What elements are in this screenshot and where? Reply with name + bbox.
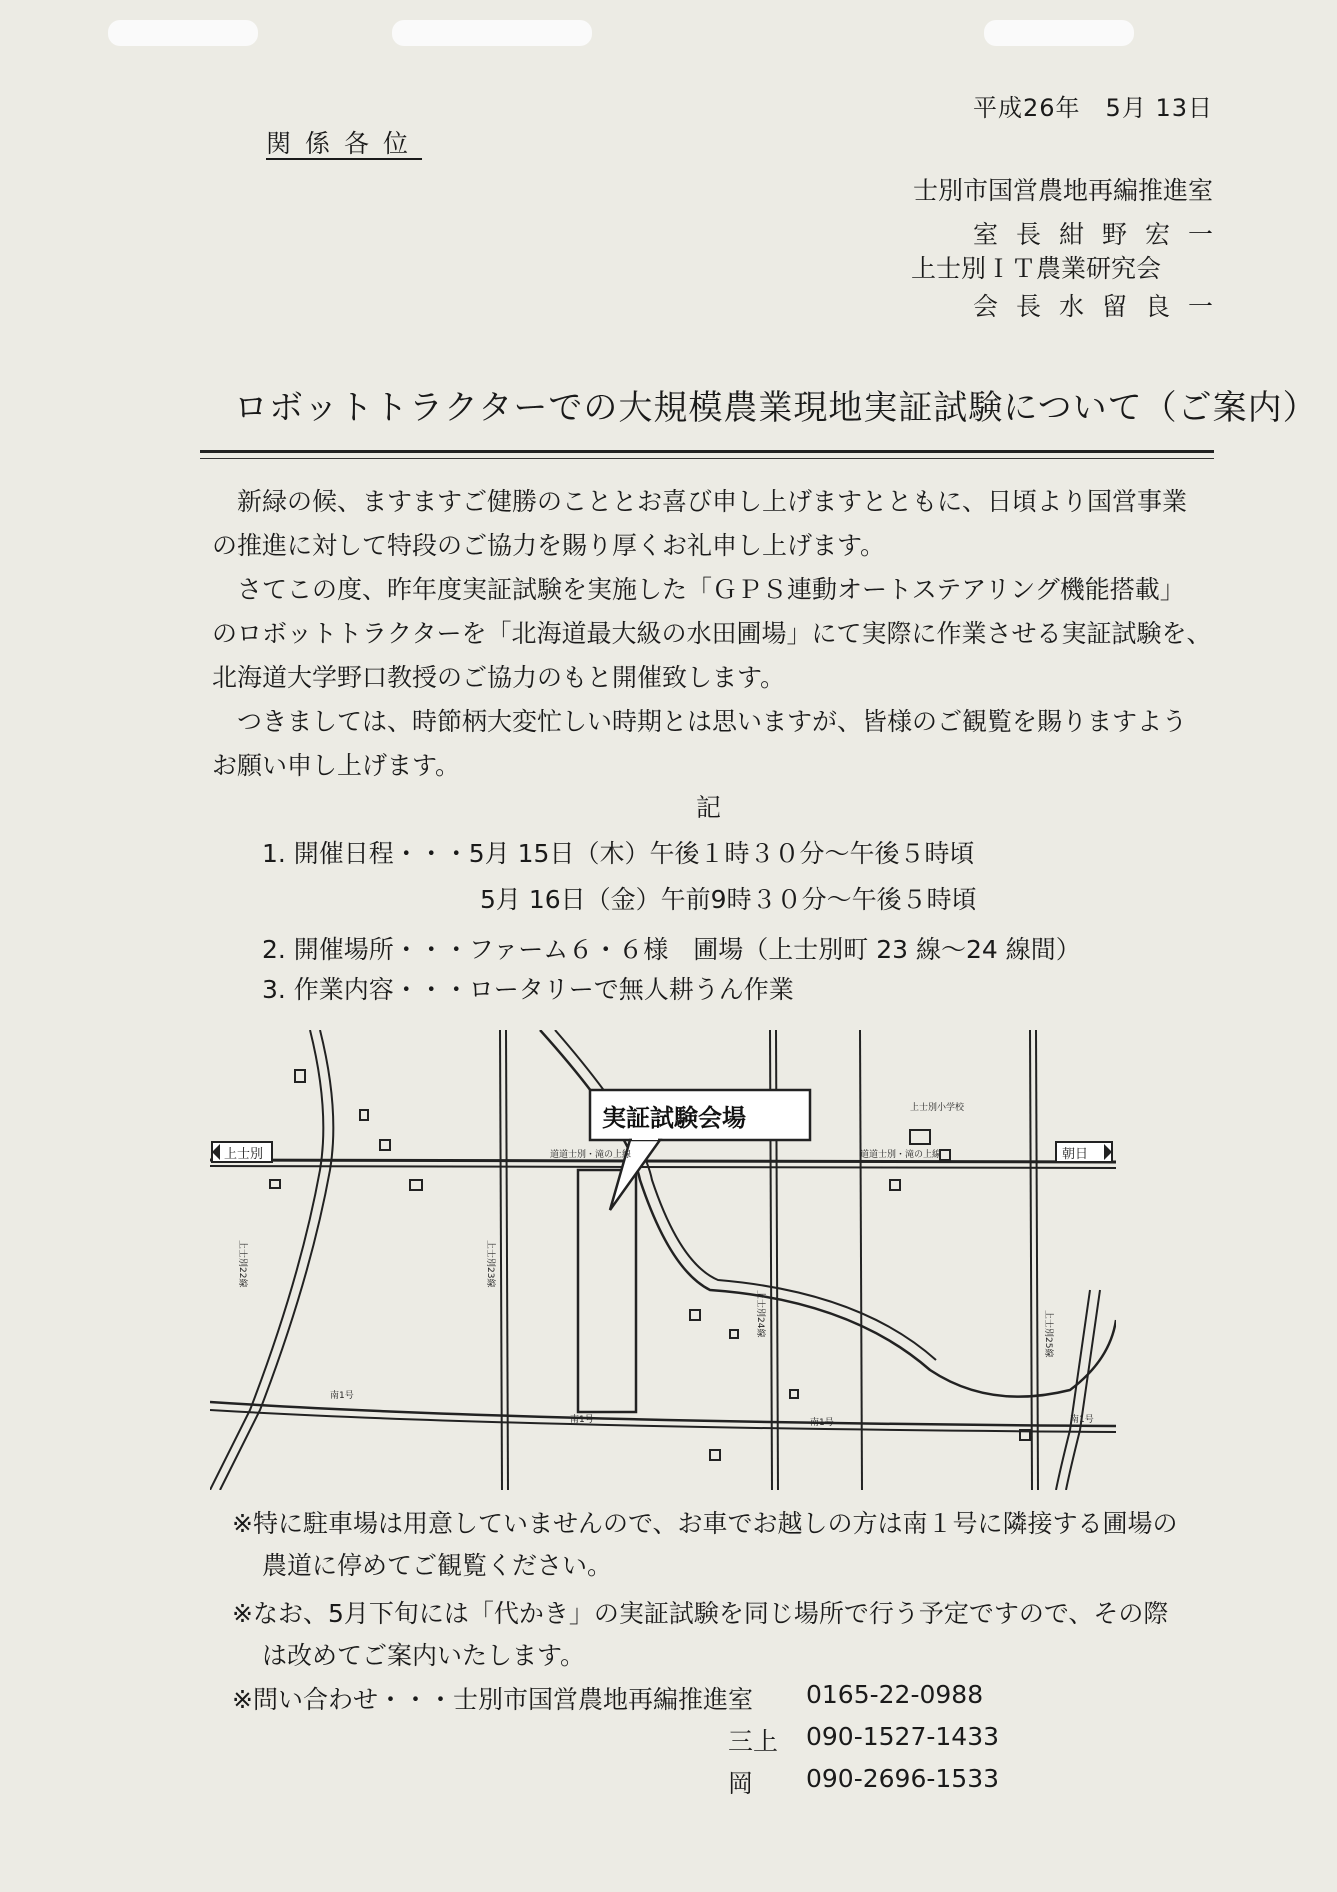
- body-line-7: お願い申し上げます。: [212, 751, 461, 780]
- map-road-24: 上士別24線: [755, 1290, 765, 1338]
- venue-map: [210, 1030, 1116, 1490]
- redaction-1: [108, 20, 258, 46]
- map-road-main-2: 道道士別・滝の上線: [860, 1150, 942, 1160]
- item-3-work: 3. 作業内容・・・ロータリーで無人耕うん作業: [262, 975, 794, 1004]
- body-line-5: 北海道大学野口教授のご協力のもと開催致します。: [212, 663, 786, 692]
- map-callout: 実証試験会場: [602, 1104, 746, 1132]
- item-1-date: 1. 開催日程・・・5月 15日（木）午後１時３０分～午後５時頃: [262, 839, 975, 868]
- item-1-date-2: 5月 16日（金）午前9時３０分～午後５時頃: [480, 885, 977, 914]
- contact-phone-1: 0165-22-0988: [806, 1680, 984, 1709]
- contact-label: ※問い合わせ・・・士別市国営農地再編推進室: [232, 1685, 753, 1714]
- contact-phone-3: 090-2696-1533: [806, 1764, 1000, 1793]
- map-road-south-4: 南1号: [1070, 1415, 1094, 1425]
- map-road-south-2: 南1号: [570, 1415, 594, 1425]
- sender-org-1: 士別市国営農地再編推進室: [912, 176, 1213, 205]
- title-rule: [200, 450, 1214, 453]
- map-sign-right: 朝日: [1062, 1147, 1089, 1162]
- map-road-22: 上士別22線: [237, 1240, 247, 1288]
- addressee: 関係各位: [266, 129, 423, 158]
- body-line-4: のロボットトラクターを「北海道最大級の水田圃場」にて実際に作業させる実証試験を、: [212, 619, 1212, 648]
- body-text: [212, 480, 1222, 788]
- document-date: 平成26年 5月 13日: [973, 94, 1213, 122]
- map-road-south: 南1号: [330, 1391, 354, 1401]
- contact-name-3: 岡: [728, 1769, 754, 1798]
- map-sign-left: 上士別: [224, 1147, 264, 1162]
- map-road-23: 上士別23線: [485, 1240, 495, 1288]
- contact-phone-2: 090-1527-1433: [806, 1722, 1000, 1751]
- sender-org-2: 上士別ＩＴ農業研究会: [910, 254, 1161, 283]
- body-line-1: 新緑の候、ますますご健勝のこととお喜び申し上げますとともに、日頃より国営事業: [237, 487, 1188, 516]
- map-school: 上士別小学校: [910, 1103, 965, 1113]
- map-road-south-3: 南1号: [810, 1418, 834, 1428]
- note-2-line-1: ※なお、5月下旬には「代かき」の実証試験を同じ場所で行う予定ですので、その際: [232, 1599, 1169, 1628]
- body-line-2: の推進に対して特段のご協力を賜り厚くお礼申し上げます。: [212, 531, 886, 560]
- map-road-main: 道道士別・滝の上線: [550, 1150, 632, 1160]
- note-1-line-2: 農道に停めてご観覧ください。: [262, 1551, 613, 1580]
- ki-heading: 記: [696, 793, 722, 822]
- note-1-line-1: ※特に駐車場は用意していませんので、お車でお越しの方は南１号に隣接する圃場の: [232, 1509, 1178, 1538]
- map-road-25: 上士別25線: [1043, 1310, 1053, 1358]
- body-line-6: つきましては、時節柄大変忙しい時期とは思いますが、皆様のご観覧を賜りますよう: [237, 707, 1188, 736]
- redaction-2: [392, 20, 592, 46]
- sender-name-2: 会長水留良一: [972, 292, 1231, 321]
- redaction-3: [984, 20, 1134, 46]
- body-line-3: さてこの度、昨年度実証試験を実施した「ＧＰＳ連動オートステアリング機能搭載」: [237, 575, 1185, 604]
- title-rule-thin: [200, 458, 1214, 459]
- document-title: ロボットトラクターでの大規模農業現地実証試験について（ご案内）: [234, 388, 1318, 428]
- contact-name-2: 三上: [728, 1727, 779, 1756]
- note-2-line-2: は改めてご案内いたします。: [262, 1641, 586, 1670]
- sender-name-1: 室長紺野宏一: [972, 220, 1231, 249]
- item-2-place: 2. 開催場所・・・ファーム６・６様 圃場（上士別町 23 線～24 線間）: [262, 935, 1081, 964]
